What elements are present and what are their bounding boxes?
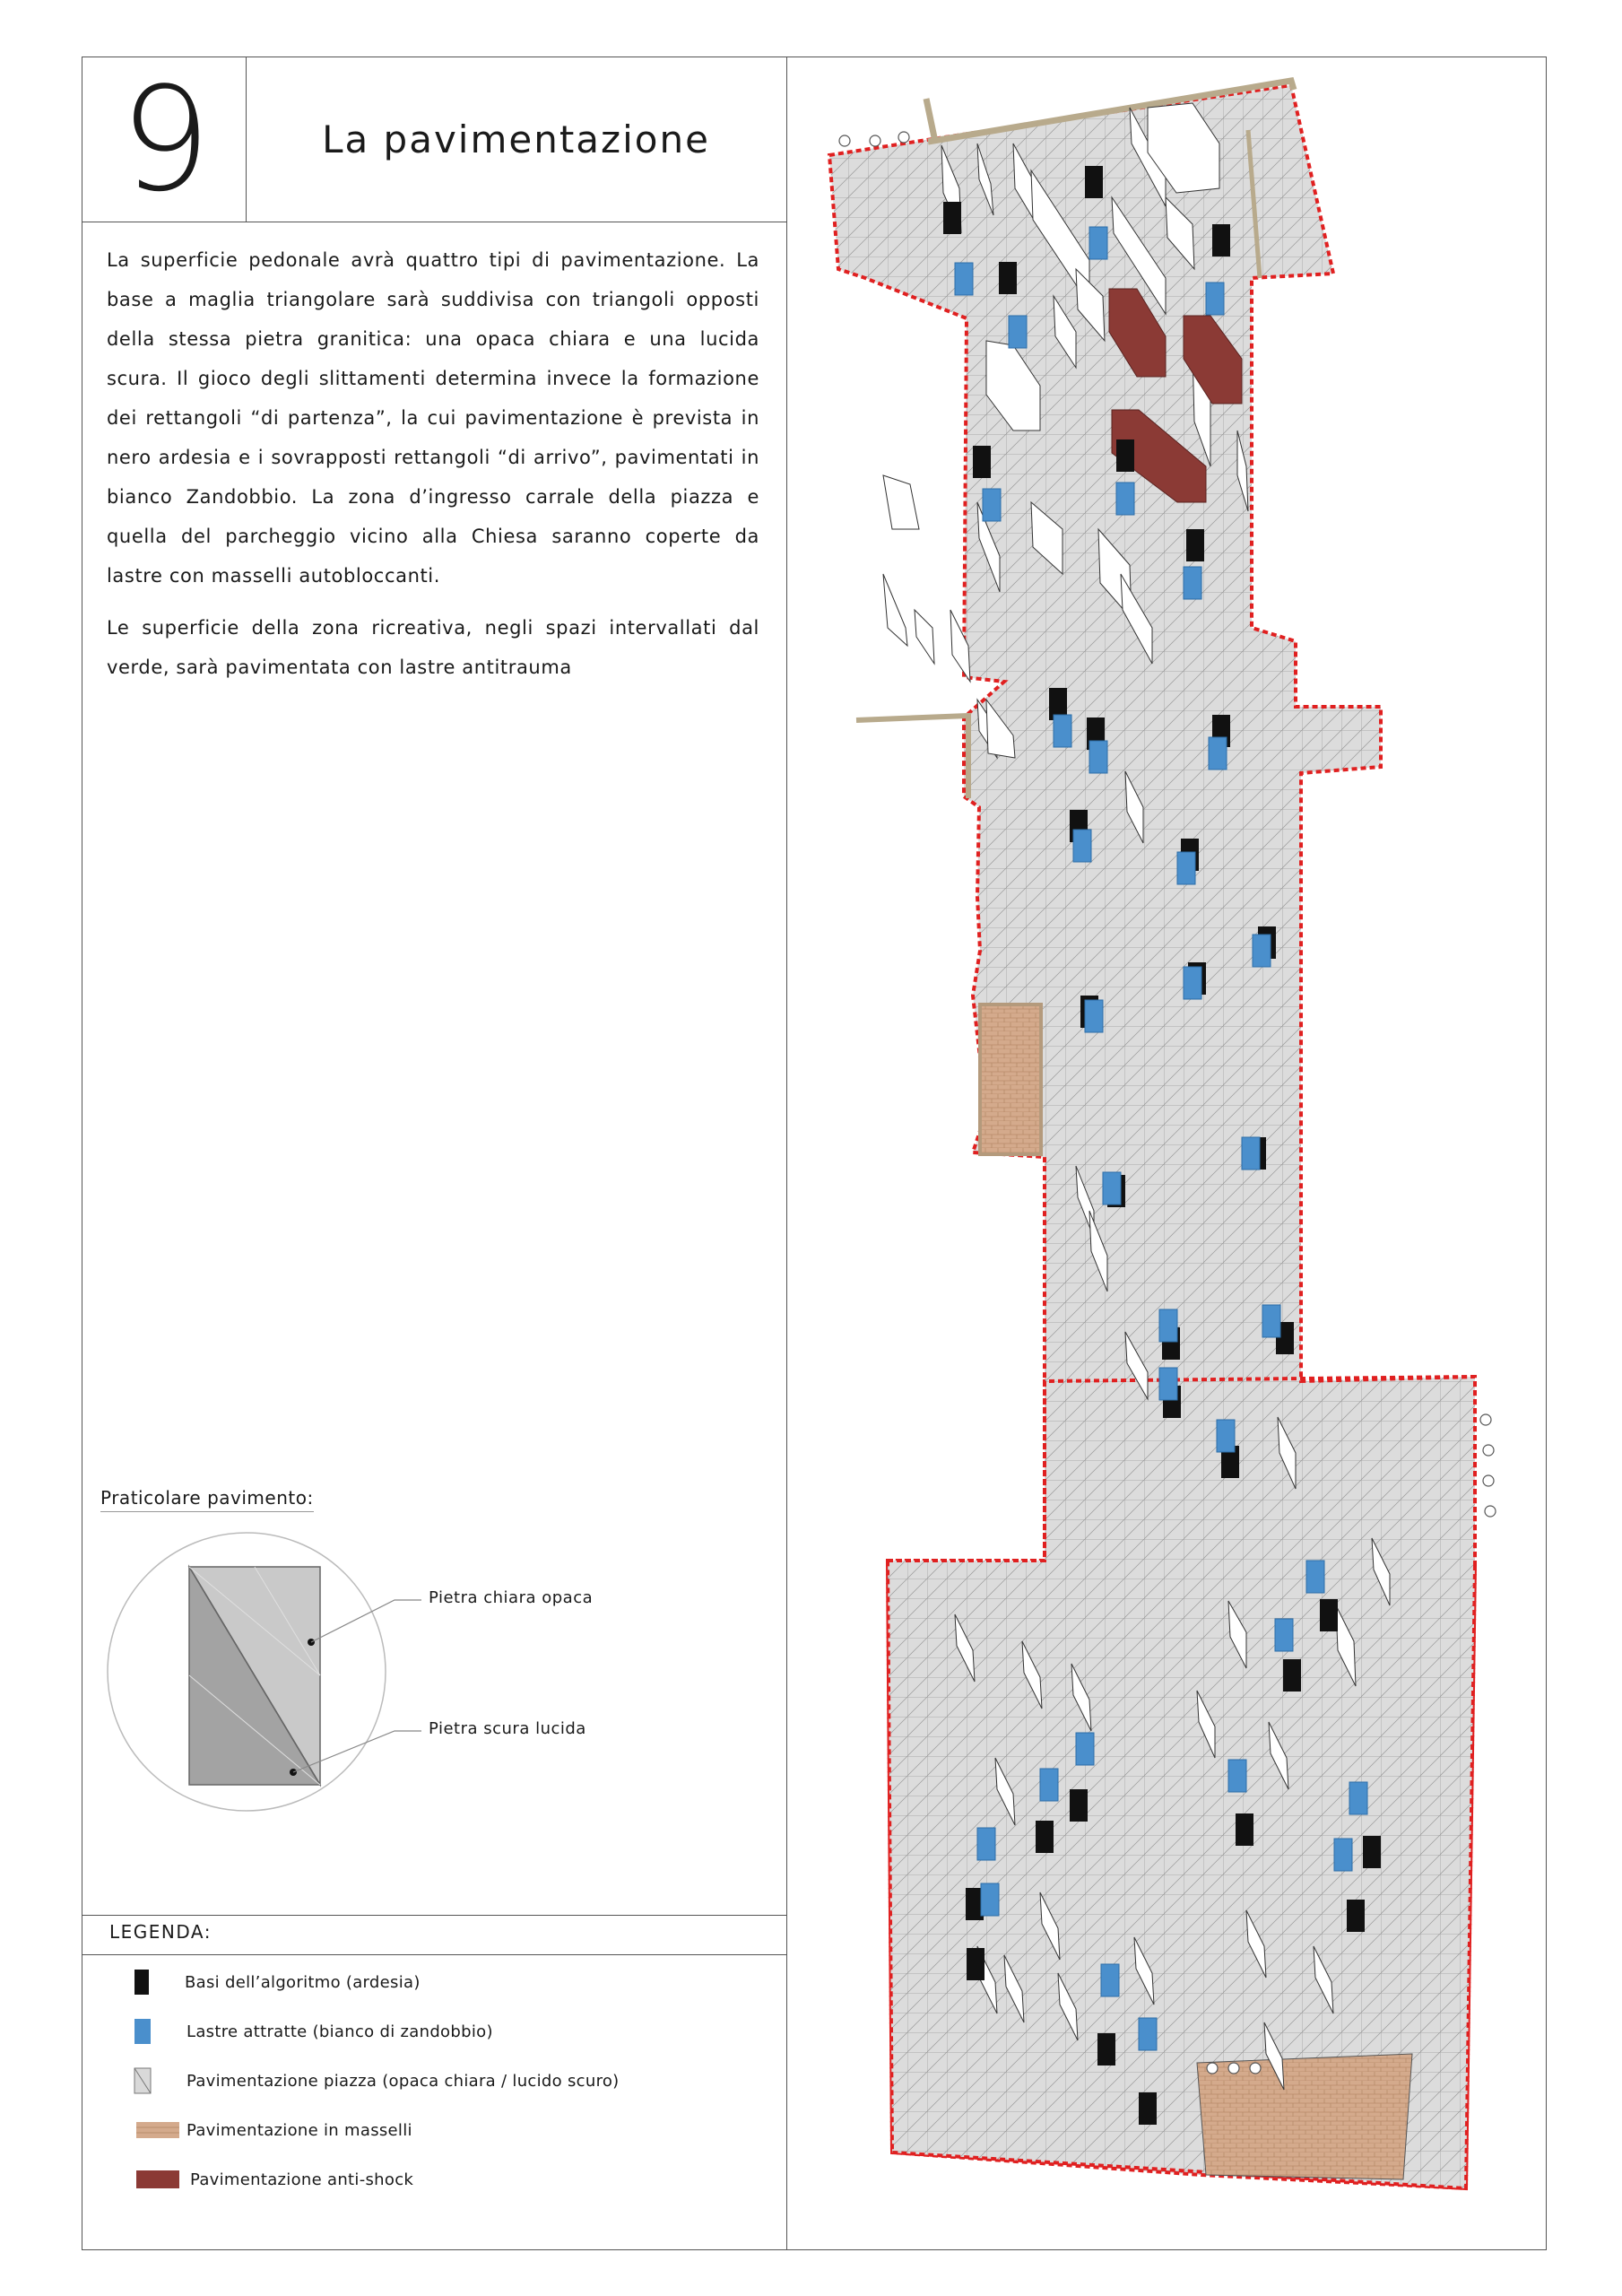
boundary-wall-mid (856, 716, 968, 798)
legend-label: Pavimentazione piazza (opaca chiara / lucido scuro) (186, 2071, 620, 2091)
legend-label: Basi dell’algoritmo (ardesia) (185, 1972, 421, 1992)
legend-label: Pavimentazione in masselli (186, 2120, 412, 2140)
label-dark-stone: Pietra scura lucida (429, 1719, 586, 1738)
label-light-stone: Pietra chiara opaca (429, 1588, 594, 1607)
masselli-entrance-area (1197, 2054, 1412, 2179)
boundary-wall-short (926, 99, 935, 142)
sheet-title: La pavimentazione (322, 117, 710, 161)
description-paragraph-1: La superficie pedonale avrà quattro tipi di pavimentazione. La base a maglia triangolare sarà suddivisa con triangoli opposti della stessa pietra granitica: una opaca chiara e una lucida scura. Il gioco degli slittamenti determina invece la formazione dei rettangoli “di partenza”, la cui pavimentazione è prevista in nero ardesia e i sovrapposti rettangoli “di arrivo”, pavimentati in bianco Zandobbio. La zona d’ingresso carrale della piazza e quella del parcheggio vicino alla Chiesa saranno coperte da lastre con masselli autobloccanti. (107, 249, 759, 587)
legend-label: Pavimentazione anti-shock (190, 2170, 414, 2189)
masselli-parking-area (980, 1004, 1041, 1154)
description-paragraph-2: Le superficie della zona ricreativa, negli spazi intervallati dal verde, sarà pavimentata con lastre antitrauma (107, 617, 759, 678)
detail-title: Praticolare pavimento: (100, 1487, 314, 1512)
sheet-number: 9 (119, 55, 208, 223)
legend-title: LEGENDA: (109, 1921, 212, 1943)
legend-label: Lastre attratte (bianco di zandobbio) (186, 2022, 493, 2041)
